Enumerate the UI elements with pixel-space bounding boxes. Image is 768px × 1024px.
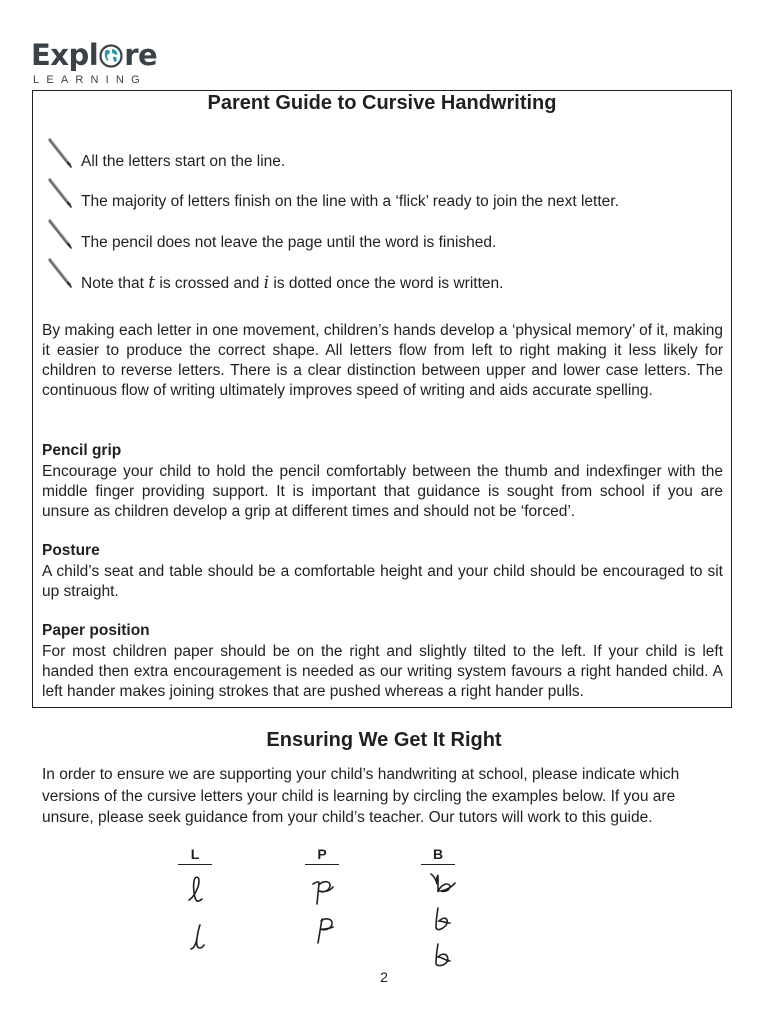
cursive-p-joined[interactable] bbox=[311, 876, 339, 906]
column-rule bbox=[421, 864, 455, 865]
globe-icon bbox=[99, 44, 123, 68]
guide-box bbox=[32, 90, 732, 708]
pencil-icon bbox=[47, 178, 75, 210]
cursive-b-looped[interactable] bbox=[428, 870, 458, 898]
explore-learning-logo bbox=[31, 38, 156, 90]
cursive-b-closed[interactable] bbox=[431, 941, 455, 969]
column-heading-b: B bbox=[432, 846, 444, 862]
bullet-text: The majority of letters finish on the line with a ‘flick’ ready to join the next letter. bbox=[81, 193, 619, 210]
column-rule bbox=[178, 864, 212, 865]
guide-title: Parent Guide to Cursive Handwriting bbox=[207, 92, 557, 114]
cursive-i: i bbox=[263, 273, 270, 293]
intro-paragraph: By making each letter in one movement, children’s hands develop a ‘physical memory’ of it, making it easier to produce the correct shape. All letters flow from left to right making it less likely for children to reverse letters. There is a clear distinction between upper and lower case letters. The continuous flow of writing ultimately improves speed of writing and aids accurate spelling. bbox=[42, 322, 723, 400]
pencil-icon bbox=[47, 258, 75, 290]
logo-subline: LEARNING bbox=[33, 74, 147, 86]
cursive-l-looped[interactable] bbox=[186, 874, 210, 904]
ensure-paragraph: In order to ensure we are supporting your child’s handwriting at school, please indicate which versions of the cursive letters your child is learning by circling the examples below. If you are unsure, please seek guidance from your child’s teacher. Our tutors will work to this guide. bbox=[42, 766, 680, 826]
column-heading-l: L bbox=[190, 846, 200, 862]
section-text: For most children paper should be on the right and slightly tilted to the left. If your child is left handed then extra encouragement is needed as our writing system favours a right handed child. A left hander makes joining strokes that are pushed whereas a right hander pulls. bbox=[42, 643, 723, 701]
cursive-l-plain[interactable] bbox=[187, 922, 211, 952]
bullet-text: The pencil does not leave the page until the word is finished. bbox=[81, 234, 497, 251]
section-heading: Pencil grip bbox=[42, 442, 122, 459]
bullet-text: All the letters start on the line. bbox=[81, 153, 286, 170]
section-heading: Paper position bbox=[42, 622, 150, 639]
column-heading-p: P bbox=[317, 846, 327, 862]
section-text: A child’s seat and table should be a comfortable height and your child should be encouraged to sit up straight. bbox=[42, 563, 723, 601]
logo-wordmark: Expl re bbox=[31, 38, 158, 72]
column-rule bbox=[305, 864, 339, 865]
cursive-b-plain[interactable] bbox=[431, 905, 455, 933]
section-text: Encourage your child to hold the pencil comfortably between the thumb and indexfinger with the middle finger providing support. It is important that guidance is sought from school if you are unsure as children develop a grip at different times and should not be ‘forced’. bbox=[42, 463, 723, 521]
cursive-t: t bbox=[148, 273, 156, 293]
section-heading: Posture bbox=[42, 542, 100, 559]
cursive-p-plain[interactable] bbox=[312, 914, 340, 946]
section-title: Ensuring We Get It Right bbox=[266, 729, 502, 751]
pencil-icon bbox=[47, 219, 75, 251]
page-number: 2 bbox=[380, 969, 388, 985]
pencil-icon bbox=[47, 138, 75, 170]
bullet-text: Note that t is crossed and i is dotted once the word is written. bbox=[81, 273, 504, 293]
